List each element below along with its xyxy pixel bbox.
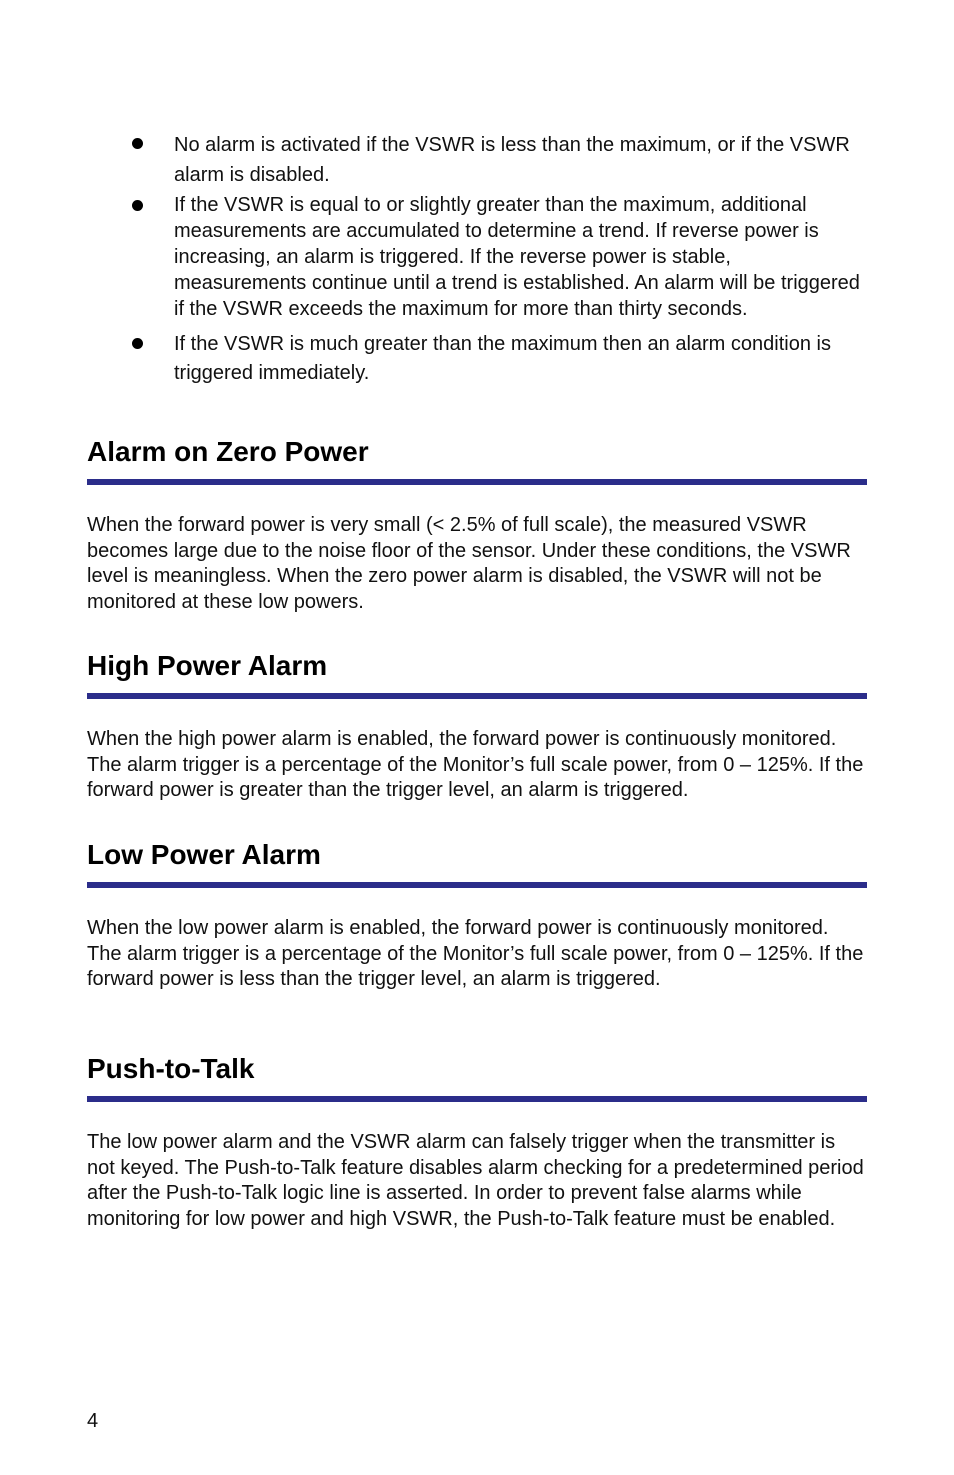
- section-heading: Push-to-Talk: [87, 1053, 255, 1084]
- list-item: [128, 130, 868, 190]
- bullet-text: If the VSWR is equal to or slightly greater than the maximum, additional measurements are accumulated to determine a trend. If reverse power is increasing, an alarm is triggered. If the reverse power is stable, measurements continue until a trend is established. An alarm will be triggered if the VSWR exceeds the maximum for more than thirty seconds.: [174, 194, 860, 320]
- section-body: When the low power alarm is enabled, the forward power is continuously monitored. The alarm trigger is a percentage of the Monitor’s full scale power, from 0 – 125%. If the forward power is less than the trigger level, an alarm is triggered.: [87, 917, 864, 990]
- list-item: [128, 192, 868, 322]
- section-divider: [87, 479, 867, 485]
- section-body: When the high power alarm is enabled, the forward power is continuously monitored. The alarm trigger is a percentage of the Monitor’s full scale power, from 0 – 125%. If the forward power is greater than the trigger level, an alarm is triggered.: [87, 728, 864, 801]
- page-number: 4: [87, 1410, 99, 1432]
- section-divider: [87, 1096, 867, 1102]
- section-divider: [87, 882, 867, 888]
- bullet-icon: [132, 200, 143, 211]
- section-alarm-on-zero-power: [87, 436, 867, 615]
- section-body: When the forward power is very small (< 2.5% of full scale), the measured VSWR becomes large due to the noise floor of the sensor. Under these conditions, the VSWR level is meaningless. When the zero power alarm is disabled, the VSWR will not be monitored at these low powers.: [87, 514, 851, 613]
- section-heading: High Power Alarm: [87, 650, 328, 681]
- bullet-text: If the VSWR is much greater than the maximum then an alarm condition is triggered immediately.: [174, 333, 831, 384]
- section-heading: Alarm on Zero Power: [87, 436, 369, 467]
- bullet-list: [128, 130, 868, 396]
- bullet-text: No alarm is activated if the VSWR is less than the maximum, or if the VSWR alarm is disabled.: [174, 134, 850, 186]
- section-push-to-talk: [87, 1053, 867, 1232]
- section-high-power-alarm: [87, 650, 867, 804]
- bullet-icon: [132, 338, 143, 349]
- list-item: [128, 330, 868, 388]
- section-divider: [87, 693, 867, 699]
- bullet-icon: [132, 138, 143, 149]
- section-low-power-alarm: [87, 839, 867, 993]
- section-heading: Low Power Alarm: [87, 839, 321, 870]
- section-body: The low power alarm and the VSWR alarm can falsely trigger when the transmitter is not keyed. The Push-to-Talk feature disables alarm checking for a predetermined period after the Push-to-Talk logic line is asserted. In order to prevent false alarms while monitoring for low power and high VSWR, the Push-to-Talk feature must be enabled.: [87, 1131, 864, 1230]
